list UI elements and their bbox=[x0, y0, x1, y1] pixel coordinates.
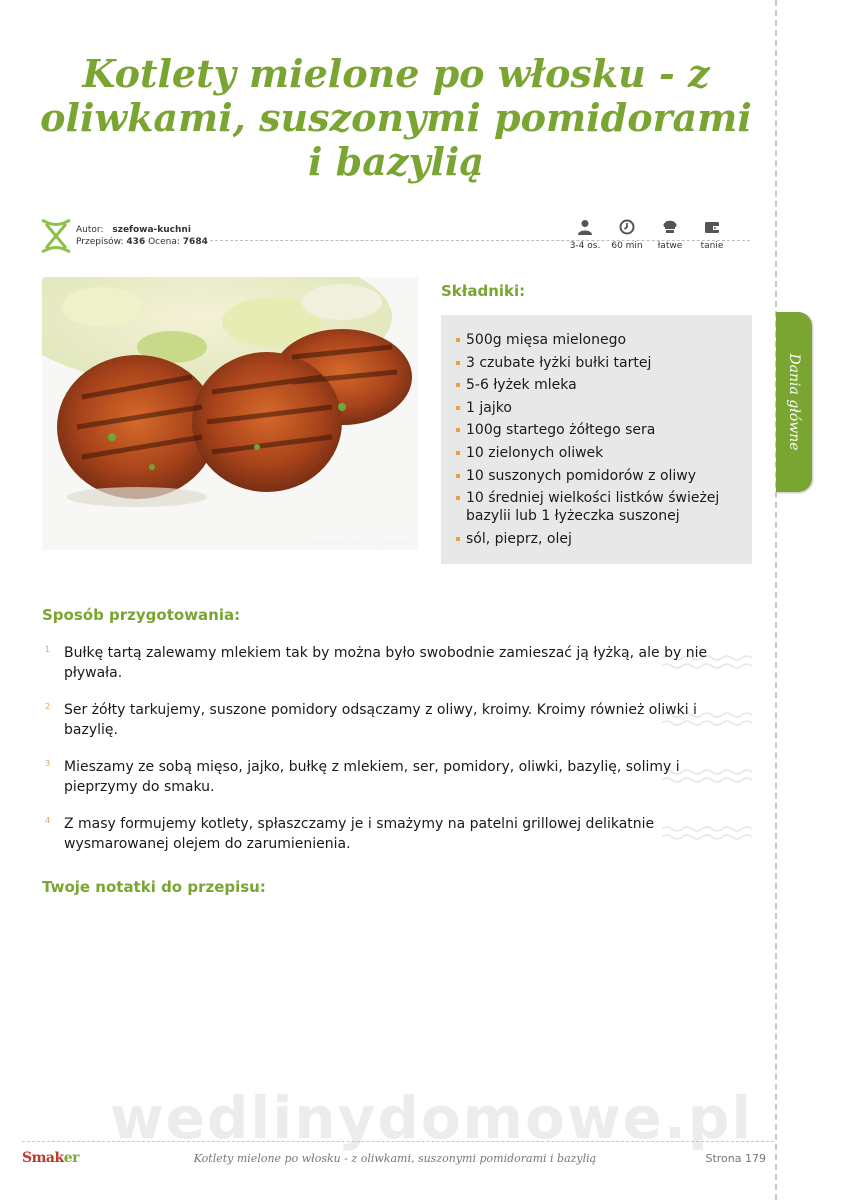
ingredient-item: 100g startego żółtego sera bbox=[456, 421, 738, 439]
recipe-photo bbox=[42, 277, 418, 550]
recipes-label: Przepisów: bbox=[76, 237, 124, 247]
ingredient-item: 3 czubate łyżki bułki tartej bbox=[456, 354, 738, 372]
step-number: 2 bbox=[45, 702, 51, 711]
person-icon bbox=[577, 219, 593, 235]
ingredient-item: 10 suszonych pomidorów z oliwy bbox=[456, 467, 738, 485]
category-tab[interactable] bbox=[776, 312, 812, 492]
step-text: Ser żółty tarkujemy, suszone pomidory odsączamy z oliwy, kroimy. Kroimy również oliwki i bazylię. bbox=[64, 702, 697, 738]
ingredients-title: Składniki: bbox=[441, 282, 526, 300]
step-text: Bułkę tartą zalewamy mlekiem tak by można było swobodnie zamieszać ją łyżką, ale by nie pływała. bbox=[64, 645, 708, 681]
method-title: Sposób przygotowania: bbox=[42, 606, 241, 624]
step-text: Z masy formujemy kotlety, spłaszczamy je i smażymy na patelni grillowej delikatnie wysmarowanej olejem do zarumienienia. bbox=[64, 816, 655, 852]
meta-time bbox=[607, 219, 647, 251]
ingredients-box bbox=[441, 315, 752, 564]
rating-label: Ocena: bbox=[148, 237, 180, 247]
author-name[interactable]: szefowa-kuchni bbox=[112, 225, 191, 235]
cutlets-illustration bbox=[42, 277, 418, 550]
site-watermark: wedlinydomowe.pl bbox=[110, 1084, 754, 1152]
step-text: Mieszamy ze sobą mięso, jajko, bułkę z mlekiem, ser, pomidory, oliwki, bazylię, solimy i pieprzymy do smaku. bbox=[64, 759, 680, 795]
notes-title: Twoje notatki do przepisu: bbox=[42, 878, 266, 896]
ingredients-list bbox=[456, 331, 738, 548]
difficulty-value: łatwe bbox=[657, 241, 683, 251]
recipe-meta bbox=[565, 219, 750, 259]
recipes-count: 436 bbox=[126, 237, 146, 247]
ingredient-item: sól, pieprz, olej bbox=[456, 530, 738, 548]
footer-title: Kotlety mielone po włosku - z oliwkami, suszonymi pomidorami i bazylią bbox=[193, 1152, 597, 1165]
footer-logo-part2: er bbox=[63, 1150, 79, 1166]
page-dashed-border bbox=[775, 0, 777, 1200]
ingredient-item: 5-6 łyżek mleka bbox=[456, 376, 738, 394]
footer-logo-part1: Smak bbox=[22, 1150, 64, 1166]
page-number: Strona 179 bbox=[705, 1152, 766, 1165]
ingredient-item: 10 średniej wielkości listków świeżej bazylii lub 1 łyżeczka suszonej bbox=[456, 489, 738, 525]
author-info bbox=[76, 224, 208, 248]
ingredient-item: 10 zielonych oliwek bbox=[456, 444, 738, 462]
photo-watermark: szefowa-kuchni | Smaker bbox=[312, 537, 412, 546]
footer-logo bbox=[22, 1150, 79, 1166]
meta-servings bbox=[565, 219, 605, 251]
footer-divider bbox=[22, 1141, 774, 1142]
recipe-title: Kotlety mielone po włosku - z oliwkami, suszonymi pomidorami i bazylią bbox=[40, 51, 752, 184]
step-number: 4 bbox=[45, 816, 51, 825]
clock-icon bbox=[619, 219, 635, 235]
chef-hat-icon bbox=[662, 219, 678, 235]
meta-difficulty bbox=[650, 219, 690, 251]
category-tab-label: Dania główne bbox=[786, 353, 802, 451]
wallet-icon bbox=[704, 219, 720, 235]
author-logo-icon bbox=[40, 218, 72, 254]
cost-value: tanie bbox=[700, 241, 724, 251]
ingredient-item: 1 jajko bbox=[456, 399, 738, 417]
meta-cost bbox=[692, 219, 732, 251]
servings-value: 3-4 os. bbox=[569, 241, 601, 251]
rating-value: 7684 bbox=[182, 237, 208, 247]
step-number: 3 bbox=[45, 759, 51, 768]
time-value: 60 min bbox=[611, 241, 643, 251]
step-number: 1 bbox=[45, 645, 51, 654]
author-label: Autor: bbox=[76, 225, 104, 235]
ingredient-item: 500g mięsa mielonego bbox=[456, 331, 738, 349]
